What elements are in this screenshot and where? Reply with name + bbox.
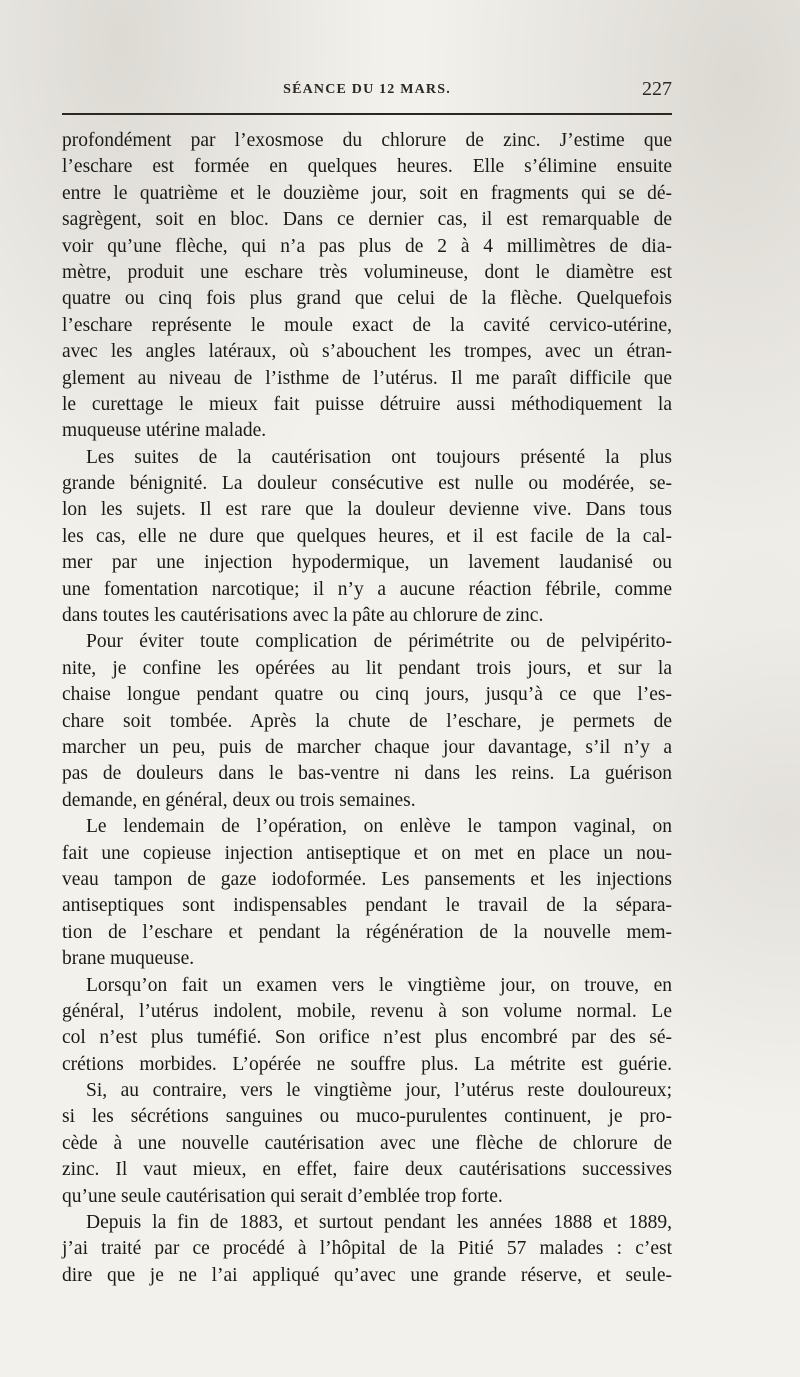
page-header [62,78,672,102]
text-line: avec les angles latéraux, où s’abouchent les trompes, avec un étran- [62,341,672,363]
body-text [62,128,672,1289]
text-line: chare soit tombée. Après la chute de l’eschare, je permets de [62,710,672,732]
text-line: quatre ou cinq fois plus grand que celui de la flèche. Quelquefois [62,288,672,310]
text-line: tion de l’eschare et pendant la régénération de la nouvelle mem- [62,921,672,943]
text-line: voir qu’une flèche, qui n’a pas plus de 2 à 4 millimètres de dia- [62,235,672,257]
text-line: mètre, produit une eschare très volumineuse, dont le diamètre est [62,261,672,283]
text-line: si les sécrétions sanguines ou muco-purulentes continuent, je pro- [62,1106,672,1128]
running-head: SÉANCE DU 12 MARS. [283,82,451,97]
text-line: lon les sujets. Il est rare que la douleur devienne vive. Dans tous [62,499,672,521]
text-line: col n’est plus tuméfié. Son orifice n’est plus encombré par des sé- [62,1027,672,1049]
text-line: l’eschare représente le moule exact de la cavité cervico-utérine, [62,314,672,336]
text-line: Lorsqu’on fait un examen vers le vingtième jour, on trouve, en [86,974,672,996]
text-line: entre le quatrième et le douzième jour, soit en fragments qui se dé- [62,182,672,204]
text-line: Depuis la fin de 1883, et surtout pendant les années 1888 et 1889, [86,1212,672,1234]
text-line: demande, en général, deux ou trois semaines. [62,789,416,811]
text-line: crétions morbides. L’opérée ne souffre plus. La métrite est guérie. [62,1053,672,1075]
text-line: veau tampon de gaze iodoformée. Les pansements et les injections [62,868,672,890]
text-line: une fomentation narcotique; il n’y a aucune réaction fébrile, comme [62,578,672,600]
text-line: profondément par l’exosmose du chlorure de zinc. J’estime que [62,130,672,151]
text-line: mer par une injection hypodermique, un lavement laudanisé ou [62,552,672,574]
text-line: qu’une seule cautérisation qui serait d’emblée trop forte. [62,1185,503,1207]
text-line: cède à une nouvelle cautérisation avec une flèche de chlorure de [62,1132,672,1154]
text-line: j’ai traité par ce procédé à l’hôpital de la Pitié 57 malades : c’est [62,1238,672,1260]
text-line: brane muqueuse. [62,948,195,970]
text-line: antiseptiques sont indispensables pendant le travail de la sépara- [62,895,672,917]
text-line: Les suites de la cautérisation ont toujours présenté la plus [86,446,672,468]
text-line: l’eschare est formée en quelques heures. Elle s’élimine ensuite [62,156,672,178]
text-line: fait une copieuse injection antiseptique et on met en place un nou- [62,842,672,864]
text-line: pas de douleurs dans le bas-ventre ni dans les reins. La guérison [62,763,672,785]
page-number: 227 [642,78,672,100]
text-line: Le lendemain de l’opération, on enlève le tampon vaginal, on [86,816,672,838]
text-line: muqueuse utérine malade. [62,420,267,442]
header-rule [62,113,672,115]
text-line: nite, je confine les opérées au lit pendant trois jours, et sur la [62,657,672,679]
text-line: chaise longue pendant quatre ou cinq jours, jusqu’à ce que l’es- [62,684,672,706]
text-line: glement au niveau de l’isthme de l’utérus. Il me paraît difficile que [62,367,672,389]
text-line: général, l’utérus indolent, mobile, revenu à son volume normal. Le [62,1000,672,1022]
text-line: dans toutes les cautérisations avec la pâte au chlorure de zinc. [62,605,544,627]
text-line: zinc. Il vaut mieux, en effet, faire deux cautérisations successives [62,1159,672,1181]
text-line: sagrègent, soit en bloc. Dans ce dernier cas, il est remarquable de [62,209,672,231]
text-line: grande bénignité. La douleur consécutive est nulle ou modérée, se- [62,473,672,495]
text-line: les cas, elle ne dure que quelques heures, et il est facile de la cal- [62,525,672,547]
text-line: Pour éviter toute complication de périmétrite ou de pelvipérito- [86,631,672,653]
text-line: Si, au contraire, vers le vingtième jour, l’utérus reste douloureux; [86,1080,672,1102]
text-line: dire que je ne l’ai appliqué qu’avec une grande réserve, et seule- [62,1264,672,1286]
text-line: le curettage le mieux fait puisse détruire aussi méthodiquement la [62,393,672,415]
text-line: marcher un peu, puis de marcher chaque jour davantage, s’il n’y a [62,736,672,758]
